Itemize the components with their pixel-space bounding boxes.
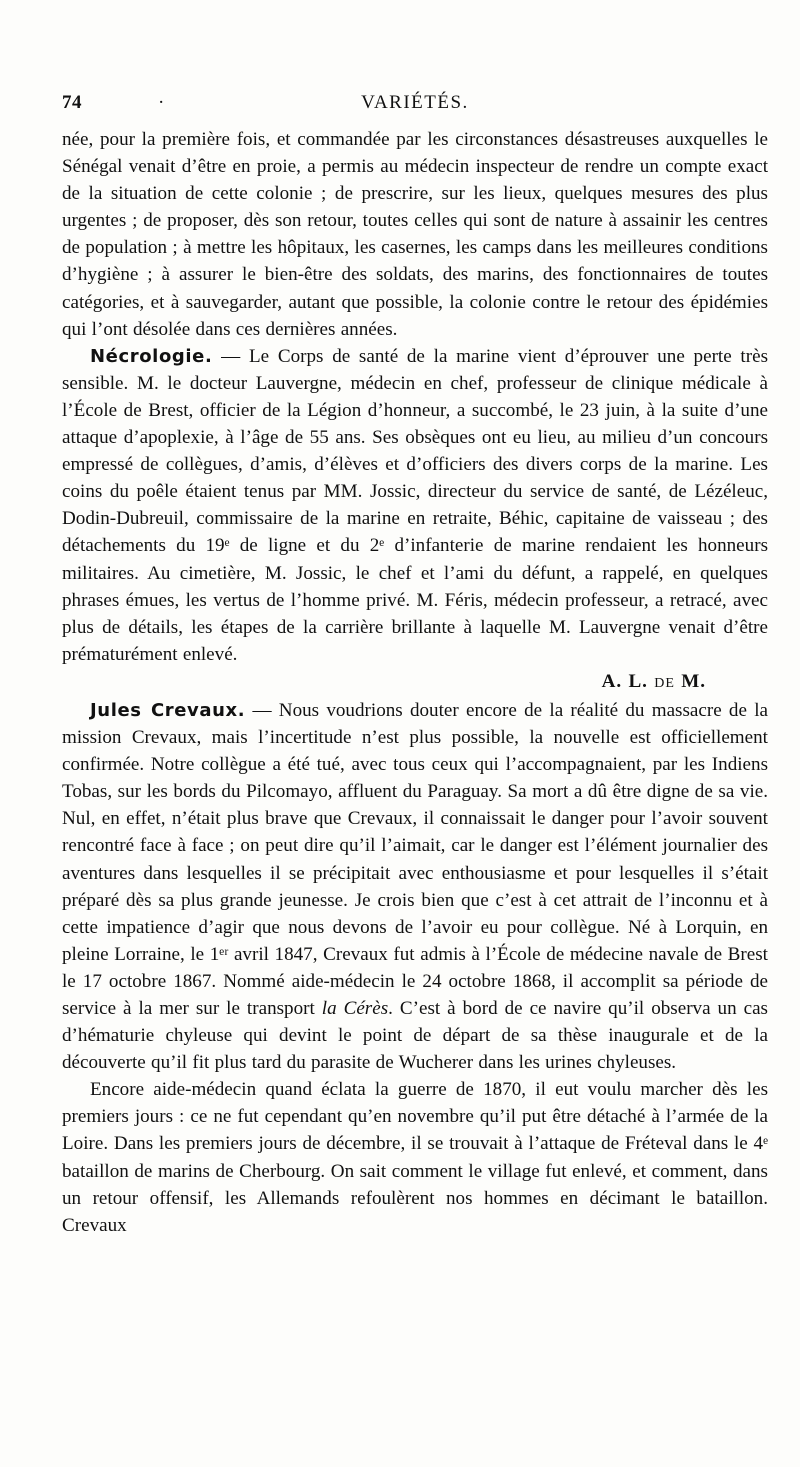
running-title: VARIÉTÉS.	[361, 92, 469, 113]
header-dot: ·	[158, 92, 165, 113]
necrologie-heading: Nécrologie.	[90, 345, 213, 367]
paragraph-continuation: née, pour la première fois, et commandée par les circonstances désastreuses auxquelles le Sénégal venait d’être en proie, a permis au médecin inspecteur de rendre un compte exact de la situation de cette colonie ; de prescrire, sur les lieux, quelques mesures des plus urgentes ; de proposer, dès son retour, toutes celles qui sont de nature à assainir les centres de population ; à mettre les hôpitaux, les casernes, les camps dans les meilleures conditions d’hygiène ; à assurer le bien-être des soldats, des marins, des fonctionnaires de toutes catégories, et à sauvegarder, autant que possible, la colonie contre le retour des épidémies qui l’ont désolée dans ces dernières années.	[62, 129, 768, 340]
crevaux-heading: Jules Crevaux.	[90, 699, 246, 721]
ship-name: la Cérès	[321, 998, 389, 1019]
paragraph-crevaux	[62, 697, 768, 1076]
signature-final: M.	[681, 670, 706, 692]
crevaux-text-continued: . C’est à bord de ce navire qu’il observa un cas d’hématurie chyleuse qui devint le point de départ de sa thèse inaugurale et de la découverte qu’il fit plus tard du parasite de Wucherer dans les urines chyleuses.	[62, 998, 768, 1074]
signature-initials: A. L.	[601, 670, 648, 692]
running-header	[62, 92, 768, 122]
signature-particle: DE	[654, 675, 675, 691]
body-text	[62, 126, 768, 1239]
signature	[62, 668, 768, 697]
necrologie-text: — Le Corps de santé de la marine vient d’éprouver une perte très sensible. M. le docteur Lauvergne, médecin en chef, professeur de clinique médicale à l’École de Brest, officier de la Légion d’honneur, a succombé, le 23 juin, à la suite d’une attaque d’apoplexie, à l’âge de 55 ans. Ses obsèques ont eu lieu, au milieu d’un concours empressé de collègues, d’amis, d’élèves et d’officiers des divers corps de la marine. Les coins du poêle étaient tenus par MM. Jossic, directeur du service de santé, de Lézéleuc, Dodin-Dubreuil, commissaire de la marine en retraite, Béhic, capitaine de vaisseau ; des détachements du 19ᵉ de ligne et du 2ᵉ d’infanterie de marine rendaient les honneurs militaires. Au cimetière, M. Jossic, le chef et l’ami du défunt, a rappelé, en quelques phrases émues, les vertus de l’homme privé. M. Féris, médecin professeur, a retracé, avec plus de détails, les étapes de la carrière brillante à laquelle M. Lauvergne venait d’être prématurément enlevé.	[62, 345, 768, 665]
page-number: 74	[62, 92, 82, 113]
paragraph-war: Encore aide-médecin quand éclata la guerre de 1870, il eut voulu marcher dès les premiers jours : ce ne fut cependant qu’en novembre qu’il put être détaché à l’armée de la Loire. Dans les premiers jours de décembre, il se trouvait à l’attaque de Fréteval dans le 4ᵉ bataillon de marins de Cherbourg. On sait comment le village fut enlevé, et comment, dans un retour offensif, les Allemands refoulèrent nos hommes en décimant le bataillon. Crevaux	[62, 1079, 768, 1236]
crevaux-text: — Nous voudrions douter encore de la réalité du massacre de la mission Crevaux, mais l’incertitude n’est plus possible, la nouvelle est officiellement confirmée. Notre collègue a été tué, avec tous ceux qui l’accompagnaient, par les Indiens Tobas, sur les bords du Pilcomayo, affluent du Paraguay. Sa mort a dû être digne de sa vie. Nul, en effet, n’était plus brave que Crevaux, il connaissait le danger pour l’avoir souvent rencontré face à face ; on peut dire qu’il l’aimait, car le danger est l’élément journalier des aventures dans lesquelles il se précipitait avec enthousiasme et pour lesquelles il s’était préparé dès sa plus grande jeunesse. Je crois bien que c’est à cet attrait de l’inconnu et à cette impatience d’agir que nous devons de l’avoir eu pour collègue. Né à Lorquin, en pleine Lorraine, le 1ᵉʳ avril 1847, Crevaux fut admis à l’École de médecine navale de Brest le 17 octobre 1867. Nommé aide-médecin le 24 octobre 1868, il accomplit sa période de service à la mer sur le transport	[62, 699, 768, 1019]
paragraph-necrologie	[62, 343, 768, 668]
